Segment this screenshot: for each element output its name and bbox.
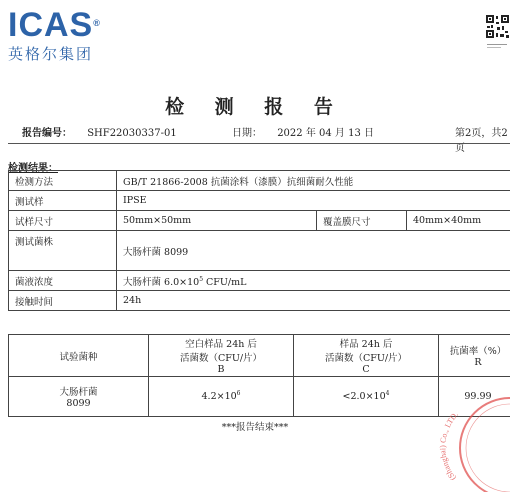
table-row xyxy=(9,377,510,417)
concentration-unit: CFU/mL xyxy=(203,276,247,288)
strain-value: 大肠杆菌 8099 xyxy=(117,231,510,271)
sample-label: 测试样 xyxy=(9,191,117,211)
concentration-exponent: 5 xyxy=(199,275,204,283)
logo-chinese-name: 英格尔集团 xyxy=(8,45,94,63)
row-blank-count xyxy=(149,377,294,417)
sample-value: IPSE xyxy=(117,191,510,211)
row-blank-main: 4.2×10 xyxy=(201,391,237,403)
header-blank-line1: 空白样品 24h 后 xyxy=(185,339,257,350)
row-antibacterial-rate: 99.99 xyxy=(439,377,510,417)
svg-text:(Shanghai) Co., LTD. xyxy=(438,410,460,483)
row-strain-line2: 8099 xyxy=(66,398,91,409)
company-logo xyxy=(8,8,101,64)
registered-mark: ® xyxy=(93,18,101,28)
table-header-row xyxy=(9,335,510,377)
header-sample-line3: C xyxy=(362,364,370,375)
header-sample-line2: 活菌数（CFU/片） xyxy=(324,353,408,364)
concentration-label: 菌液浓度 xyxy=(9,271,117,291)
method-value: GB/T 21866-2008 抗菌涂料（漆膜）抗细菌耐久性能 xyxy=(117,171,510,191)
logo-wordmark: ICAS xyxy=(8,6,94,44)
row-strain-line1: 大肠杆菌 xyxy=(59,387,98,398)
report-number-label: 报告编号： xyxy=(22,128,72,139)
header-blank-line2: 活菌数（CFU/片） xyxy=(179,353,263,364)
report-date-label: 日期： xyxy=(232,128,262,139)
report-title: 检 测 报 告 xyxy=(165,96,345,118)
company-seal-stamp xyxy=(438,390,510,492)
test-info-table xyxy=(8,170,510,311)
row-blank-exponent: 6 xyxy=(236,390,241,398)
header-rate xyxy=(439,335,510,377)
header-sample-line1: 样品 24h 后 xyxy=(339,339,393,350)
seal-text: (Shanghai) Co., LTD. xyxy=(438,409,460,483)
table-row xyxy=(9,211,510,231)
method-label: 检测方法 xyxy=(9,171,117,191)
size-value: 50mm×50mm xyxy=(117,211,317,231)
header-blank xyxy=(149,335,294,377)
results-heading: 检测结果： xyxy=(8,163,58,174)
header-blank-line3: B xyxy=(217,364,225,375)
table-row xyxy=(9,271,510,291)
concentration-value xyxy=(117,271,510,291)
time-label: 接触时间 xyxy=(9,291,117,311)
row-strain xyxy=(9,377,149,417)
report-number xyxy=(22,124,177,139)
qr-code-icon xyxy=(485,14,510,54)
row-sample-main: <2.0×10 xyxy=(342,391,386,403)
strain-label: 测试菌株 xyxy=(9,231,117,271)
report-date-value: 2022 年 04 月 13 日 xyxy=(277,128,374,139)
film-size-value: 40mm×40mm xyxy=(407,211,510,231)
size-label: 试样尺寸 xyxy=(9,211,117,231)
results-table xyxy=(8,334,510,417)
table-row xyxy=(9,231,510,271)
header-sample xyxy=(294,335,439,377)
header-divider xyxy=(8,143,510,144)
row-sample-count xyxy=(294,377,439,417)
table-row xyxy=(9,171,510,191)
report-number-value: SHF22030337-01 xyxy=(87,128,177,139)
concentration-main: 大肠杆菌 6.0×10 xyxy=(123,276,200,288)
film-size-label: 覆盖膜尺寸 xyxy=(317,211,407,231)
table-row xyxy=(9,191,510,211)
header-rate-line2: R xyxy=(474,357,482,368)
report-end-marker: ***报告结束*** xyxy=(221,422,289,433)
header-strain: 试验菌种 xyxy=(9,335,149,377)
row-sample-exponent: 4 xyxy=(385,390,390,398)
page-indicator: 第2页，共2页 xyxy=(455,128,508,154)
table-row xyxy=(9,291,510,311)
header-rate-line1: 抗菌率（%） xyxy=(449,346,507,357)
time-value: 24h xyxy=(117,291,510,311)
report-date xyxy=(232,124,374,139)
